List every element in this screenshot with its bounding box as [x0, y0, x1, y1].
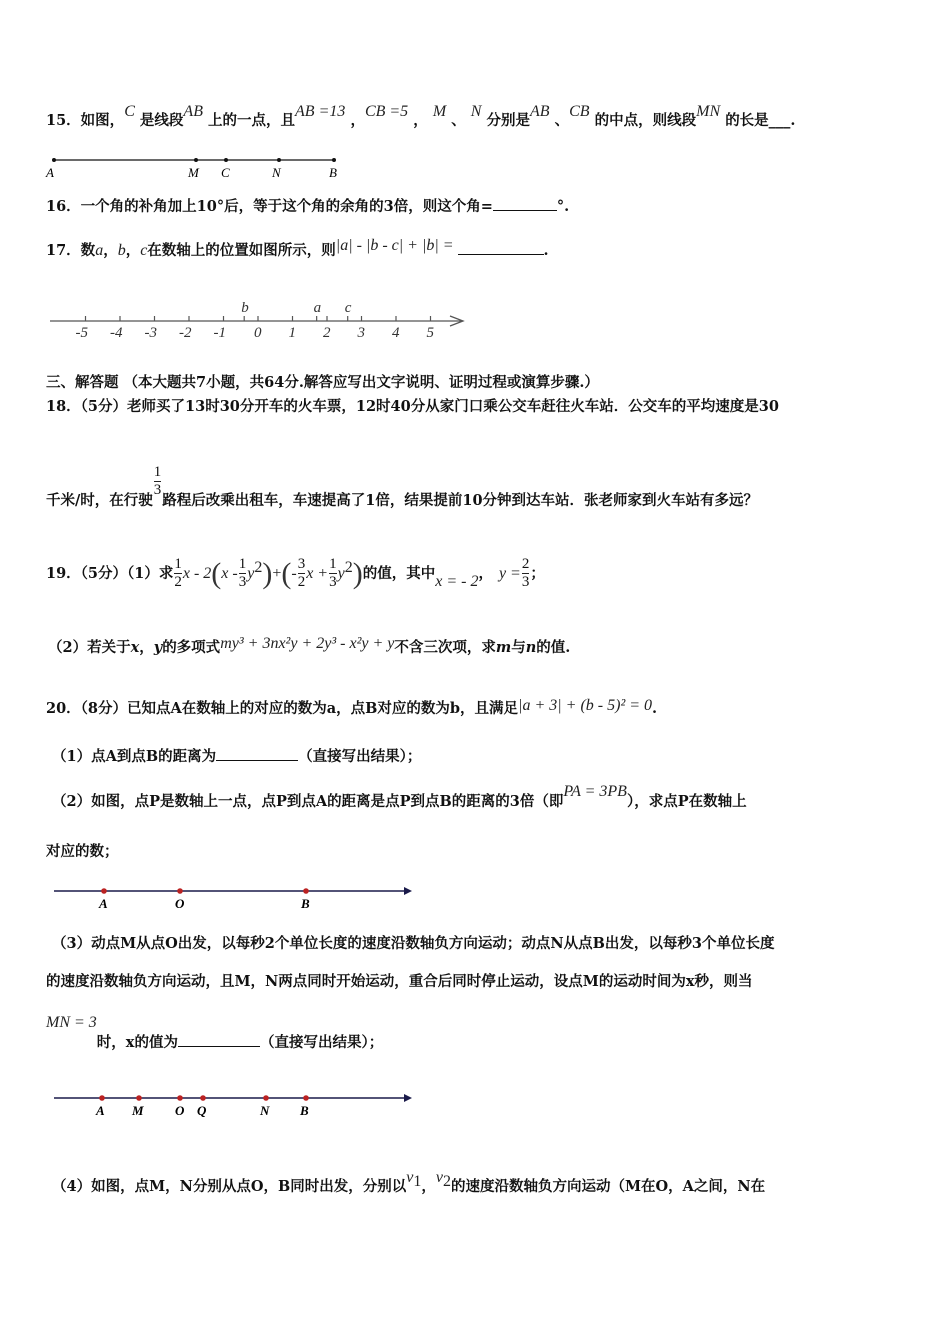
q20-text: 的速度沿数轴负方向运动（M在O，A之间，N在 [451, 1178, 766, 1195]
q18-frac-num: 1 [153, 464, 162, 480]
q19-paren-open: ( [211, 556, 222, 590]
q19-plus: + [272, 564, 282, 582]
q20-fig2-point-a [99, 1095, 105, 1101]
q19-frac-num: 1 [329, 556, 337, 573]
q17-tick-label: -4 [110, 325, 123, 341]
q19-text: 与 [511, 639, 526, 656]
q15-var-m: M [432, 103, 447, 120]
q18-line-1: 18．（5分）老师买了13时30分开车的火车票，12时40分从家门口乘公交车赶往火车站．公交车的平均速度是30 [46, 398, 779, 415]
q19-var-x: x [130, 639, 140, 656]
q19-paren-open: ( [281, 556, 292, 590]
q17-point-label-b: b [241, 300, 249, 316]
q20-text: ），求点P在数轴上 [626, 793, 747, 810]
q19-text: 的值. [536, 639, 571, 656]
section-3-title: 三、解答题 （本大题共7小题，共64分.解答应写出文字说明、证明过程或演算步骤.） [46, 374, 599, 391]
q19-frac-num: 1 [238, 556, 247, 573]
q19-polynomial: my³ + 3nx²y + 2y³ - x²y + y [220, 635, 395, 652]
q17-tick-label: -5 [75, 325, 88, 341]
q20-fig1-label-o: O [175, 896, 185, 911]
q20-fig2-label-b: B [300, 1103, 309, 1118]
q17-text: 在数轴上的位置如图所示，则 [147, 242, 336, 259]
q20-fig2-point-o [177, 1095, 183, 1101]
q20-fig2-label-q: Q [197, 1103, 207, 1118]
q20-text: ， [421, 1178, 436, 1195]
q20-pa-formula: PA = 3PB [563, 783, 627, 800]
q15-var-ab: AB [530, 103, 550, 120]
q19-term: x - [221, 564, 238, 582]
q20-part-3b: 的速度沿数轴负方向运动，且M，N两点同时开始运动，重合后同时停止运动，设点M的运动时间为x秒，则当 [46, 973, 753, 990]
q19-text: ， [478, 564, 493, 582]
q17-var-c: c [140, 242, 148, 259]
q20-part-4 [52, 1169, 766, 1201]
q15-cb5: CB =5 [364, 103, 409, 120]
q19-paren-close: ) [262, 556, 273, 590]
q20-text: （直接写出结果）； [298, 748, 422, 765]
q15-var-ab: AB [183, 103, 203, 120]
q20-fig1-label-b: B [301, 896, 310, 911]
q20-fig2-label-a: A [96, 1103, 105, 1118]
q19-frac-den: 2 [174, 574, 182, 591]
q19-term: - [291, 564, 297, 582]
q19-text: 的多项式 [162, 639, 221, 656]
q15-var-cb: CB [569, 103, 590, 120]
q17-expression: |a| - |b - c| + |b| = [335, 237, 454, 254]
q19-frac-num: 1 [174, 556, 182, 573]
q20-text: （4）如图，点M，N分别从点O，B同时出发，分别以 [52, 1178, 407, 1195]
q15-text: ， [350, 112, 365, 129]
q18-text: 千米/时，在行驶 [46, 491, 153, 509]
q15-text: 上的一点，且 [208, 112, 296, 129]
q19-term: y [337, 564, 345, 582]
q20-mn3: MN = 3 [46, 1014, 97, 1031]
q19-text: ； [530, 564, 545, 582]
q19-y-label: y = [498, 564, 521, 582]
q19-text: 的值，其中 [362, 564, 436, 582]
q15-text: 的长是___. [725, 112, 796, 129]
q17-point-label-c: c [344, 300, 352, 316]
q17-tick-label: -1 [213, 325, 226, 341]
q19-x-value: x = - 2 [435, 572, 479, 590]
q20-fig1-label-a: A [99, 896, 108, 911]
q17-tick-label: -3 [144, 325, 157, 341]
q17-tick-label: 4 [392, 325, 400, 341]
q19-paren-close: ) [352, 556, 363, 590]
q15-text: 是线段 [139, 112, 184, 129]
q20-v2-sub: 2 [443, 1172, 451, 1190]
q17-text: ， [103, 242, 118, 259]
q20-fig2-label-o: O [175, 1103, 185, 1118]
q20-text: （1）点A到点B的距离为 [52, 748, 217, 765]
q19-term: x + [306, 564, 329, 582]
q17-tick-label: 1 [288, 325, 296, 341]
q19-var-y: y [153, 639, 163, 656]
q19-frac-den: 2 [297, 574, 306, 591]
q20-fig2-label-n: N [260, 1103, 270, 1118]
q15-var-mn: MN [696, 103, 721, 120]
q20-part-3a: （3）动点M从点O出发，以每秒2个单位长度的速度沿数轴负方向运动；动点N从点B出发，以每秒3个单位长度 [52, 935, 775, 952]
q17-tick-label: -2 [179, 325, 192, 341]
q19-text: ， [139, 639, 154, 656]
q20-part-2b: 对应的数； [46, 843, 119, 860]
q15-var-c: C [124, 103, 135, 120]
q19-frac-den: 3 [521, 574, 530, 591]
q17-var-b: b [117, 242, 126, 259]
q15-text: 、 [554, 112, 570, 129]
q19-term: y [247, 564, 255, 582]
q17-tick-label: 2 [323, 325, 331, 341]
q15-text: 、 [451, 112, 466, 129]
q20-text: 20．（8分）已知点A在数轴上的对应的数为a，点B对应的数为b，且满足 [46, 700, 519, 717]
q19-var-n: n [525, 639, 537, 656]
q20-fig2-arrow [404, 1094, 412, 1102]
q15-text: 分别是 [486, 112, 530, 129]
q15-ab13: AB =13 [295, 103, 346, 120]
q20-fig2-point-q [200, 1095, 206, 1101]
q17-text: ， [125, 242, 141, 259]
q15-text: ， [413, 112, 428, 129]
q20-v1: v [406, 1169, 414, 1186]
q15-number: 15．如图， [46, 112, 125, 129]
q19-term: x - 2 [182, 564, 212, 582]
q20-fig2-point-n [263, 1095, 269, 1101]
q20-fig2-point-m [136, 1095, 142, 1101]
q17-number: 17．数 [46, 242, 96, 259]
q18-text: 路程后改乘出租车，车速提高了1倍，结果提前10分钟到达车站．张老师家到火车站有多远？ [162, 491, 759, 509]
q19-frac-num: 2 [521, 556, 530, 573]
q15-label-m: M [188, 165, 199, 180]
q20-text: （直接写出结果）； [259, 1034, 384, 1051]
q15-label-b: B [329, 165, 337, 180]
q18-frac-den: 3 [153, 482, 162, 498]
q19-var-m: m [495, 639, 512, 656]
q15-text: 的中点，则线段 [594, 112, 697, 129]
q17-var-a: a [95, 242, 104, 259]
q19-text: 不含三次项，求 [394, 639, 496, 656]
q17-tick-label: 5 [426, 325, 434, 341]
q19-line-1: 19．（5分）（1）求 $\frac{1}{2}$ x - 2(x - $\frac{1}{3}$ $y^2)+(-$ $\frac{3}{2}$ x + $\frac{1}{3}$ $y^2$)的值，其中x = - 2， y = $\frac{2}{3}$ ； [46, 556, 545, 591]
q20-v2: v [435, 1169, 443, 1186]
q15-label-a: A [46, 165, 54, 180]
q19-frac-den: 3 [238, 574, 247, 591]
q17-tick-label: 3 [357, 325, 365, 341]
q17-tail: . [543, 242, 549, 259]
q20-condition: |a + 3| + (b - 5)² = 0 [518, 697, 653, 714]
q20-text: （2）如图，点P是数轴上一点，点P到点A的距离是点P到点B的距离的3倍（即 [52, 793, 564, 810]
q16-tail: °. [556, 198, 570, 215]
q20-fig2-point-b [303, 1095, 309, 1101]
q20-fig2-label-m: M [132, 1103, 144, 1118]
q15-var-n: N [470, 103, 482, 120]
q17-tick-label: 0 [254, 325, 262, 341]
q17-point-label-a: a [313, 300, 322, 316]
q20-text: 时，x的值为 [96, 1034, 178, 1051]
q15-label-c: C [221, 165, 230, 180]
q19-number: 19．（5分）（1）求 [46, 564, 174, 582]
q19-frac-num: 3 [297, 556, 306, 573]
q20-dot: . [652, 700, 658, 717]
q19-text: （2）若关于 [48, 639, 131, 656]
q20-v1-sub: 1 [413, 1172, 422, 1190]
q15-label-n: N [272, 165, 281, 180]
q16-text: 16．一个角的补角加上10°后，等于这个角的余角的3倍，则这个角= [46, 198, 493, 215]
q19-frac-den: 3 [329, 574, 337, 591]
